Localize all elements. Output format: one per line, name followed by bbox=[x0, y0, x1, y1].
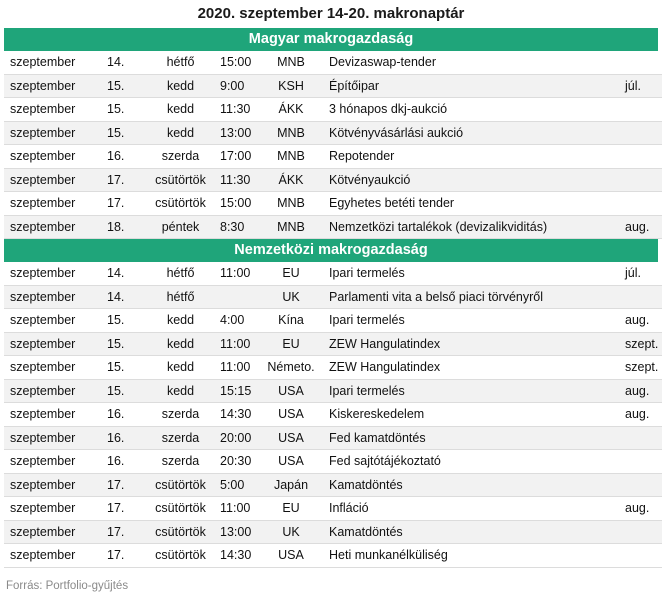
day-cell: 16. bbox=[103, 145, 144, 169]
month-cell: szeptember bbox=[4, 74, 103, 98]
month-cell: szeptember bbox=[4, 168, 103, 192]
period-cell bbox=[619, 520, 662, 544]
table-row bbox=[4, 98, 662, 122]
month-cell: szeptember bbox=[4, 332, 103, 356]
table-row bbox=[4, 356, 662, 380]
source-cell: Japán bbox=[263, 473, 319, 497]
event-cell: Parlamenti vita a belső piaci törvényről bbox=[319, 285, 619, 309]
source-cell: UK bbox=[263, 285, 319, 309]
table-row bbox=[4, 450, 662, 474]
source-cell: USA bbox=[263, 450, 319, 474]
weekday-cell: kedd bbox=[144, 121, 217, 145]
weekday-cell: hétfő bbox=[144, 262, 217, 285]
month-cell: szeptember bbox=[4, 285, 103, 309]
day-cell: 17. bbox=[103, 473, 144, 497]
month-cell: szeptember bbox=[4, 192, 103, 216]
time-cell: 11:00 bbox=[217, 332, 263, 356]
period-cell bbox=[619, 145, 662, 169]
event-cell: Építőipar bbox=[319, 74, 619, 98]
month-cell: szeptember bbox=[4, 356, 103, 380]
day-cell: 15. bbox=[103, 356, 144, 380]
source-cell: USA bbox=[263, 544, 319, 568]
day-cell: 17. bbox=[103, 168, 144, 192]
time-cell: 5:00 bbox=[217, 473, 263, 497]
weekday-cell: hétfő bbox=[144, 285, 217, 309]
event-cell: Infláció bbox=[319, 497, 619, 521]
day-cell: 16. bbox=[103, 403, 144, 427]
source-cell: EU bbox=[263, 262, 319, 285]
source-cell: EU bbox=[263, 332, 319, 356]
month-cell: szeptember bbox=[4, 403, 103, 427]
table-row bbox=[4, 121, 662, 145]
weekday-cell: csütörtök bbox=[144, 544, 217, 568]
event-cell: ZEW Hangulatindex bbox=[319, 332, 619, 356]
period-cell: aug. bbox=[619, 403, 662, 427]
period-cell bbox=[619, 98, 662, 122]
section-heading-hungarian: Magyar makrogazdaság bbox=[4, 28, 658, 51]
table-row bbox=[4, 51, 662, 74]
event-cell: Ipari termelés bbox=[319, 379, 619, 403]
day-cell: 15. bbox=[103, 379, 144, 403]
time-cell: 11:00 bbox=[217, 497, 263, 521]
event-cell: Nemzetközi tartalékok (devizalikviditás) bbox=[319, 215, 619, 239]
source-cell: MNB bbox=[263, 121, 319, 145]
source-cell: MNB bbox=[263, 51, 319, 74]
day-cell: 15. bbox=[103, 98, 144, 122]
period-cell: szept. bbox=[619, 332, 662, 356]
table-row bbox=[4, 285, 662, 309]
hungarian-events-table bbox=[4, 51, 662, 239]
event-cell: Kötvényaukció bbox=[319, 168, 619, 192]
day-cell: 15. bbox=[103, 332, 144, 356]
period-cell bbox=[619, 450, 662, 474]
time-cell: 13:00 bbox=[217, 121, 263, 145]
month-cell: szeptember bbox=[4, 262, 103, 285]
table-row bbox=[4, 309, 662, 333]
table-row bbox=[4, 192, 662, 216]
event-cell: Repotender bbox=[319, 145, 619, 169]
source-cell: EU bbox=[263, 497, 319, 521]
day-cell: 15. bbox=[103, 74, 144, 98]
period-cell: aug. bbox=[619, 497, 662, 521]
month-cell: szeptember bbox=[4, 215, 103, 239]
table-row bbox=[4, 145, 662, 169]
table-row bbox=[4, 332, 662, 356]
month-cell: szeptember bbox=[4, 473, 103, 497]
table-row bbox=[4, 168, 662, 192]
event-cell: Fed kamatdöntés bbox=[319, 426, 619, 450]
international-events-table bbox=[4, 262, 662, 568]
weekday-cell: péntek bbox=[144, 215, 217, 239]
event-cell: Ipari termelés bbox=[319, 262, 619, 285]
period-cell bbox=[619, 168, 662, 192]
table-row bbox=[4, 262, 662, 285]
weekday-cell: csütörtök bbox=[144, 473, 217, 497]
period-cell: aug. bbox=[619, 215, 662, 239]
weekday-cell: csütörtök bbox=[144, 168, 217, 192]
table-row bbox=[4, 215, 662, 239]
source-cell: USA bbox=[263, 426, 319, 450]
month-cell: szeptember bbox=[4, 121, 103, 145]
month-cell: szeptember bbox=[4, 379, 103, 403]
day-cell: 14. bbox=[103, 51, 144, 74]
time-cell: 13:00 bbox=[217, 520, 263, 544]
table-row bbox=[4, 426, 662, 450]
weekday-cell: kedd bbox=[144, 379, 217, 403]
day-cell: 16. bbox=[103, 426, 144, 450]
time-cell: 15:00 bbox=[217, 192, 263, 216]
table-row bbox=[4, 473, 662, 497]
month-cell: szeptember bbox=[4, 497, 103, 521]
event-cell: Fed sajtótájékoztató bbox=[319, 450, 619, 474]
weekday-cell: szerda bbox=[144, 450, 217, 474]
month-cell: szeptember bbox=[4, 145, 103, 169]
weekday-cell: csütörtök bbox=[144, 520, 217, 544]
period-cell bbox=[619, 544, 662, 568]
time-cell: 17:00 bbox=[217, 145, 263, 169]
event-cell: Devizaswap-tender bbox=[319, 51, 619, 74]
event-cell: Heti munkanélküliség bbox=[319, 544, 619, 568]
event-cell: Egyhetes betéti tender bbox=[319, 192, 619, 216]
weekday-cell: szerda bbox=[144, 426, 217, 450]
event-cell: Kötvényvásárlási aukció bbox=[319, 121, 619, 145]
time-cell: 14:30 bbox=[217, 403, 263, 427]
source-note: Forrás: Portfolio-gyűjtés bbox=[6, 580, 129, 592]
weekday-cell: kedd bbox=[144, 309, 217, 333]
day-cell: 17. bbox=[103, 497, 144, 521]
source-cell: KSH bbox=[263, 74, 319, 98]
period-cell bbox=[619, 285, 662, 309]
weekday-cell: hétfő bbox=[144, 51, 217, 74]
time-cell: 11:30 bbox=[217, 98, 263, 122]
weekday-cell: kedd bbox=[144, 356, 217, 380]
period-cell: szept. bbox=[619, 356, 662, 380]
weekday-cell: szerda bbox=[144, 145, 217, 169]
time-cell: 9:00 bbox=[217, 74, 263, 98]
source-cell: USA bbox=[263, 403, 319, 427]
time-cell: 14:30 bbox=[217, 544, 263, 568]
time-cell: 20:30 bbox=[217, 450, 263, 474]
weekday-cell: kedd bbox=[144, 332, 217, 356]
table-row bbox=[4, 403, 662, 427]
day-cell: 16. bbox=[103, 450, 144, 474]
table-row bbox=[4, 497, 662, 521]
time-cell: 11:00 bbox=[217, 356, 263, 380]
event-cell: Ipari termelés bbox=[319, 309, 619, 333]
period-cell bbox=[619, 192, 662, 216]
period-cell bbox=[619, 121, 662, 145]
table-row bbox=[4, 74, 662, 98]
day-cell: 18. bbox=[103, 215, 144, 239]
month-cell: szeptember bbox=[4, 51, 103, 74]
day-cell: 14. bbox=[103, 262, 144, 285]
time-cell: 11:30 bbox=[217, 168, 263, 192]
month-cell: szeptember bbox=[4, 309, 103, 333]
time-cell: 20:00 bbox=[217, 426, 263, 450]
source-cell: ÁKK bbox=[263, 98, 319, 122]
weekday-cell: kedd bbox=[144, 74, 217, 98]
event-cell: Kamatdöntés bbox=[319, 473, 619, 497]
event-cell: ZEW Hangulatindex bbox=[319, 356, 619, 380]
time-cell bbox=[217, 285, 263, 309]
period-cell: aug. bbox=[619, 379, 662, 403]
weekday-cell: csütörtök bbox=[144, 192, 217, 216]
period-cell bbox=[619, 426, 662, 450]
event-cell: Kiskereskedelem bbox=[319, 403, 619, 427]
page-title: 2020. szeptember 14-20. makronaptár bbox=[197, 5, 465, 22]
table-row bbox=[4, 544, 662, 568]
event-cell: 3 hónapos dkj-aukció bbox=[319, 98, 619, 122]
time-cell: 15:15 bbox=[217, 379, 263, 403]
day-cell: 17. bbox=[103, 520, 144, 544]
period-cell: júl. bbox=[619, 262, 662, 285]
source-cell: Kína bbox=[263, 309, 319, 333]
source-cell: MNB bbox=[263, 192, 319, 216]
month-cell: szeptember bbox=[4, 544, 103, 568]
section-heading-international: Nemzetközi makrogazdaság bbox=[4, 239, 658, 262]
month-cell: szeptember bbox=[4, 426, 103, 450]
month-cell: szeptember bbox=[4, 520, 103, 544]
time-cell: 11:00 bbox=[217, 262, 263, 285]
time-cell: 15:00 bbox=[217, 51, 263, 74]
month-cell: szeptember bbox=[4, 98, 103, 122]
source-cell: UK bbox=[263, 520, 319, 544]
day-cell: 15. bbox=[103, 121, 144, 145]
day-cell: 14. bbox=[103, 285, 144, 309]
event-cell: Kamatdöntés bbox=[319, 520, 619, 544]
source-cell: ÁKK bbox=[263, 168, 319, 192]
day-cell: 17. bbox=[103, 192, 144, 216]
day-cell: 17. bbox=[103, 544, 144, 568]
source-cell: USA bbox=[263, 379, 319, 403]
table-row bbox=[4, 379, 662, 403]
source-cell: Németo. bbox=[263, 356, 319, 380]
period-cell: aug. bbox=[619, 309, 662, 333]
period-cell bbox=[619, 473, 662, 497]
source-cell: MNB bbox=[263, 215, 319, 239]
period-cell: júl. bbox=[619, 74, 662, 98]
weekday-cell: szerda bbox=[144, 403, 217, 427]
weekday-cell: csütörtök bbox=[144, 497, 217, 521]
weekday-cell: kedd bbox=[144, 98, 217, 122]
month-cell: szeptember bbox=[4, 450, 103, 474]
time-cell: 4:00 bbox=[217, 309, 263, 333]
source-cell: MNB bbox=[263, 145, 319, 169]
table-row bbox=[4, 520, 662, 544]
day-cell: 15. bbox=[103, 309, 144, 333]
period-cell bbox=[619, 51, 662, 74]
time-cell: 8:30 bbox=[217, 215, 263, 239]
